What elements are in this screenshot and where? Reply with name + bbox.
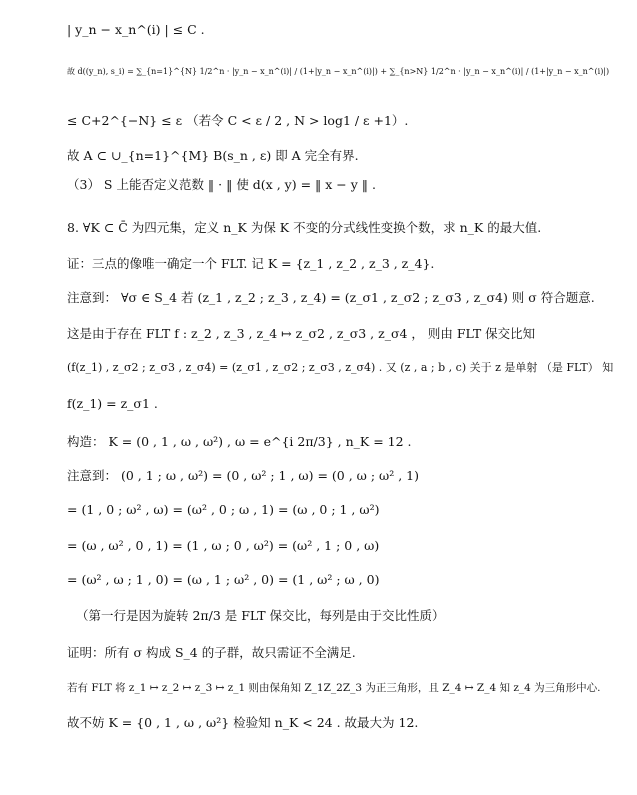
text-line-7: [67, 290, 595, 306]
problem-8-statement: [67, 220, 541, 236]
line-18-text: 若有 FLT 将 z_1 ↦ z_2 ↦ z_3 ↦ z_1 则由保角知 Z_1Z_2Z_3 为正三角形，且 Z_4 ↦ Z_4 知 z_4 为三角形中心.: [67, 682, 601, 694]
text-line-18: [67, 680, 600, 696]
text-line-2: [67, 113, 408, 129]
line-11-text: 构造： K = (0 , 1 , ω , ω²) , ω = e^{i 2π/3} , n_K = 12 .: [67, 434, 412, 449]
line-0-text: | y_n − x_n^(i) | ≤ C .: [67, 22, 205, 37]
text-line-9: [67, 360, 613, 376]
line-9-text: (f(z_1) , z_σ2 ; z_σ3 , z_σ4) = (z_σ1 , z_σ2 ; z_σ3 , z_σ4) . 又 (z , a ; b , c) 关于 z 是单射 （是 FLT） 知: [67, 361, 614, 374]
text-line-15: [67, 572, 379, 588]
text-line-4: [67, 177, 376, 193]
line-2-text: ≤ C+2^{−N} ≤ ε （若令 C < ε / 2 , N > log1 / ε +1）.: [67, 113, 409, 128]
text-line-3: [67, 148, 359, 164]
text-line-16-note: [76, 608, 445, 624]
line-1-text: 故 d((y_n), s_i) = ∑_{n=1}^{N} 1/2^n · |y_n − x_n^(i)| / (1+|y_n − x_n^(i)|) + ∑_{n>N} 1/2^n · |y_n − x_n^(i)| / (1+|y_n − x_n^(i)|): [67, 67, 610, 76]
line-7-text: 注意到： ∀σ ∈ S_4 若 (z_1 , z_2 ; z_3 , z_4) = (z_σ1 , z_σ2 ; z_σ3 , z_σ4) 则 σ 符合题意.: [67, 290, 595, 305]
line-10-text: f(z_1) = z_σ1 .: [67, 396, 158, 411]
text-line-19: [67, 715, 418, 731]
text-line-1: [67, 64, 609, 80]
line-8-text: 这是由于存在 FLT f : z_2 , z_3 , z_4 ↦ z_σ2 , z_σ3 , z_σ4 ， 则由 FLT 保交比知: [67, 326, 536, 341]
line-15-text: = (ω² , ω ; 1 , 0) = (ω , 1 ; ω² , 0) = (1 , ω² ; ω , 0): [67, 572, 380, 587]
line-6-text: 证：三点的像唯一确定一个 FLT. 记 K = {z_1 , z_2 , z_3 , z_4}.: [67, 256, 435, 271]
text-line-13: [67, 502, 379, 518]
text-line-17: [67, 645, 356, 661]
text-line-0: [67, 22, 205, 38]
line-5-text: 8. ∀K ⊂ C̄ 为四元集，定义 n_K 为保 K 不变的分式线性变换个数，求 n_K 的最大值.: [67, 220, 542, 235]
line-4-text: （3） S 上能否定义范数 ‖ · ‖ 使 d(x , y) = ‖ x − y ‖ .: [67, 177, 376, 192]
line-12-text: 注意到： (0 , 1 ; ω , ω²) = (0 , ω² ; 1 , ω) = (0 , ω ; ω² , 1): [67, 468, 419, 483]
line-17-text: 证明：所有 σ 构成 S_4 的子群，故只需证不全满足.: [67, 645, 356, 660]
line-19-text: 故不妨 K = {0 , 1 , ω , ω²} 检验知 n_K < 24 . 故最大为 12.: [67, 715, 419, 730]
text-line-6: [67, 256, 434, 272]
line-13-text: = (1 , 0 ; ω² , ω) = (ω² , 0 ; ω , 1) = (ω , 0 ; 1 , ω²): [67, 502, 380, 517]
text-line-14: [67, 538, 379, 554]
text-line-12: [67, 468, 419, 484]
text-line-10: [67, 396, 158, 412]
line-16-text: （第一行是因为旋转 2π/3 是 FLT 保交比，每列是由于交比性质）: [76, 608, 445, 623]
line-14-text: = (ω , ω² , 0 , 1) = (1 , ω ; 0 , ω²) = (ω² , 1 ; 0 , ω): [67, 538, 380, 553]
line-3-text: 故 A ⊂ ∪_{n=1}^{M} B(s_n , ε) 即 A 完全有界.: [67, 148, 359, 163]
text-line-11: [67, 434, 412, 450]
text-line-8: [67, 326, 535, 342]
